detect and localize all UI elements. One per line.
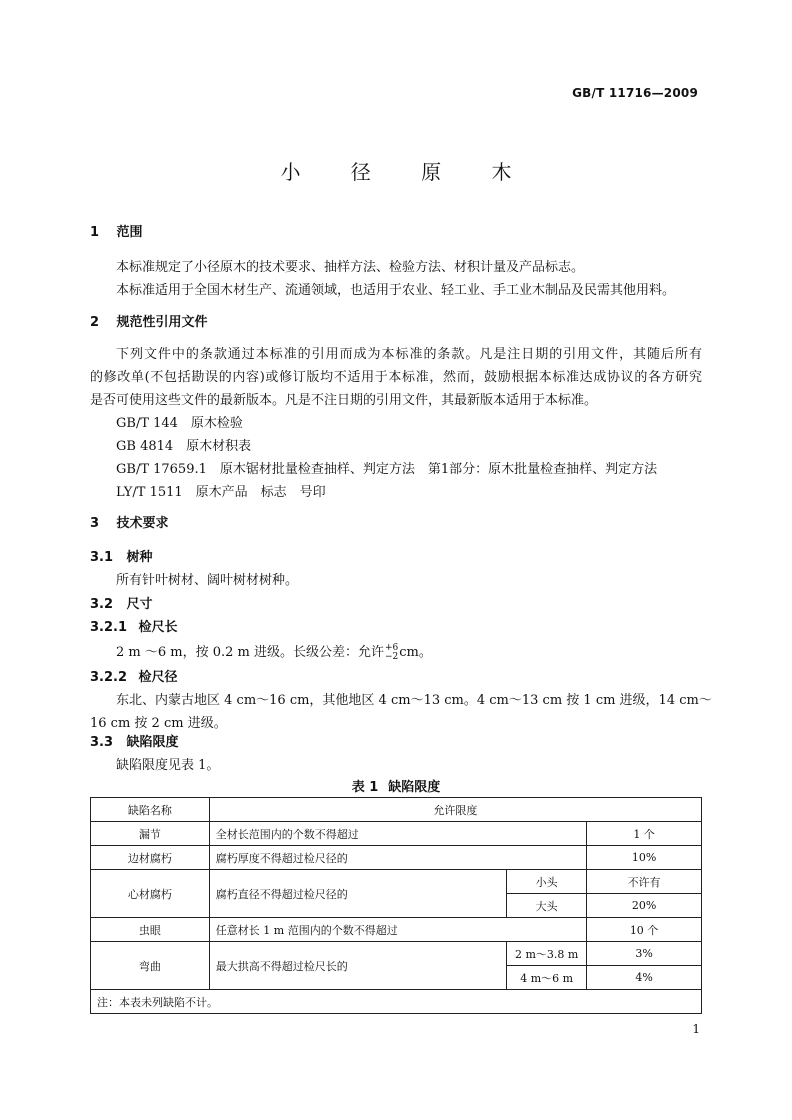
defect-limits-table <box>90 797 702 1014</box>
reference-item: LY/T 1511 原木产品 标志 号印 <box>116 485 326 500</box>
length-tolerance <box>385 644 398 662</box>
subsection-3-3 <box>90 734 702 777</box>
section-number: 3.1 <box>90 550 114 565</box>
table-row <box>91 942 702 966</box>
section-title: 尺寸 <box>126 597 153 612</box>
defect-value: 3% <box>587 942 702 966</box>
defect-sub-condition: 4 m～6 m <box>507 966 587 990</box>
section-title: 技术要求 <box>116 516 169 531</box>
header-defect-name: 缺陷名称 <box>91 798 210 822</box>
subsection-3-2-1 <box>90 619 702 664</box>
subsection-heading <box>90 619 702 637</box>
section-1 <box>90 224 702 242</box>
section-title: 范围 <box>116 225 143 240</box>
defect-value: 1 个 <box>587 822 702 846</box>
defect-value: 不许有 <box>587 870 702 894</box>
paragraph-line: 下列文件中的条款通过本标准的引用而成为本标准的条款。凡是注日期的引用文件，其随后所有 <box>116 347 702 362</box>
defect-name: 漏节 <box>91 822 210 846</box>
defect-sub-condition: 小头 <box>507 870 587 894</box>
subsection-3-2-2 <box>90 669 712 735</box>
defect-description: 腐朽厚度不得超过检尺径的 <box>209 846 586 870</box>
section-number: 3.2.2 <box>90 670 128 685</box>
defect-value: 4% <box>587 966 702 990</box>
header-allowed-limit: 允许限度 <box>209 798 701 822</box>
paragraph-line: 的修改单(不包括勘误的内容)或修订版均不适用于本标准，然而，鼓励根据本标准达成协议的各方研究 <box>90 370 702 385</box>
reference-item: GB 4814 原木材积表 <box>116 439 252 454</box>
defect-value: 10% <box>587 846 702 870</box>
table-row <box>91 822 702 846</box>
tolerance-minus: −2 <box>385 651 399 662</box>
table-number: 表 1 <box>351 780 379 795</box>
paragraph <box>90 641 702 664</box>
defect-sub-condition: 2 m～3.8 m <box>507 942 587 966</box>
table-row <box>91 918 702 942</box>
standard-code: GB/T 11716—2009 <box>572 86 698 100</box>
defect-description: 腐朽直径不得超过检尺径的 <box>209 870 506 918</box>
table-note-row <box>91 990 702 1014</box>
document-title: 小 径 原 木 <box>280 160 534 184</box>
defect-name: 边材腐朽 <box>91 846 210 870</box>
section-2 <box>90 314 702 332</box>
page-number: 1 <box>692 1022 700 1036</box>
section-1-heading <box>90 224 702 242</box>
table-note: 注：本表未列缺陷不计。 <box>91 990 702 1014</box>
reference-item: GB/T 17659.1 原木锯材批量检查抽样、判定方法 第1部分：原木批量检查抽样、判定方法 <box>116 462 658 477</box>
section-number: 2 <box>90 315 100 330</box>
section-title: 缺陷限度 <box>126 735 179 750</box>
table-caption <box>0 776 792 795</box>
section-title: 检尺长 <box>138 620 178 635</box>
defect-description: 任意材长 1 m 范围内的个数不得超过 <box>209 918 586 942</box>
paragraph: 本标准规定了小径原木的技术要求、抽样方法、检验方法、材积计量及产品标志。 <box>116 260 585 275</box>
paragraph-line: 16 cm 按 2 cm 进级。 <box>90 716 227 731</box>
section-2-heading <box>90 314 702 332</box>
defect-description: 最大拱高不得超过检尺长的 <box>209 942 506 990</box>
section-number: 1 <box>90 225 100 240</box>
section-number: 3 <box>90 516 100 531</box>
table-row <box>91 870 702 894</box>
section-number: 3.2.1 <box>90 620 128 635</box>
section-number: 3.3 <box>90 735 114 750</box>
table-title: 缺陷限度 <box>388 780 441 795</box>
reference-item: GB/T 144 原木检验 <box>116 416 243 431</box>
subsection-heading <box>90 596 702 614</box>
section-2-body <box>90 343 702 504</box>
section-3 <box>90 515 702 533</box>
section-title: 检尺径 <box>138 670 178 685</box>
paragraph: 缺陷限度见表 1。 <box>116 758 220 773</box>
tolerance-plus: +6 <box>385 642 399 653</box>
defect-name: 弯曲 <box>91 942 210 990</box>
section-title: 树种 <box>126 550 153 565</box>
table-header-row <box>91 798 702 822</box>
subsection-heading <box>90 734 702 752</box>
defect-name: 心材腐朽 <box>91 870 210 918</box>
subsection-heading <box>90 669 702 687</box>
defect-value: 10 个 <box>587 918 702 942</box>
paragraph: 所有针叶树材、阔叶树材树种。 <box>116 573 299 588</box>
subsection-heading <box>90 549 702 567</box>
defect-sub-condition: 大头 <box>507 894 587 918</box>
subsection-3-2 <box>90 596 702 614</box>
table-row <box>91 846 702 870</box>
defect-description: 全材长范围内的个数不得超过 <box>209 822 586 846</box>
length-text: 2 m ～6 m，按 0.2 m 进级。长级公差：允许 <box>116 645 384 660</box>
paragraph-line: 东北、内蒙古地区 4 cm～16 cm，其他地区 4 cm～13 cm。4 cm～13 cm 按 1 cm 进级，14 cm～ <box>116 693 712 708</box>
subsection-3-1 <box>90 549 702 592</box>
section-number: 3.2 <box>90 597 114 612</box>
defect-value: 20% <box>587 894 702 918</box>
paragraph-line: 是否可使用这些文件的最新版本。凡是不注日期的引用文件，其最新版本适用于本标准。 <box>90 393 598 408</box>
length-unit: cm。 <box>399 645 432 660</box>
section-title: 规范性引用文件 <box>116 315 208 330</box>
section-3-heading <box>90 515 702 533</box>
defect-name: 虫眼 <box>91 918 210 942</box>
paragraph: 本标准适用于全国木材生产、流通领域，也适用于农业、轻工业、手工业木制品及民需其他用料。 <box>116 283 676 298</box>
section-1-body <box>90 256 702 302</box>
